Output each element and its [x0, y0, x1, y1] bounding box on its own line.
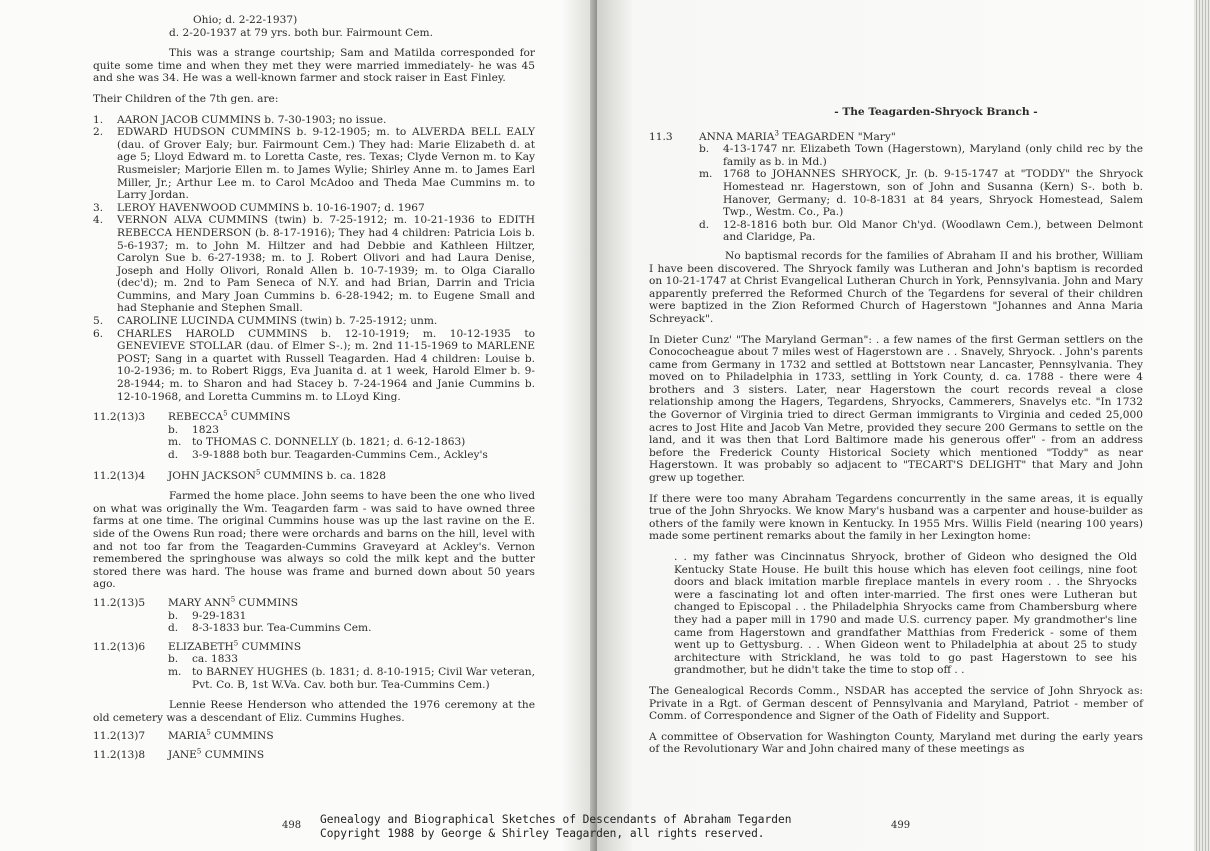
committee-paragraph: A committee of Observation for Washington County, Maryland met during the early years of the Revolutionary War and John chaired many of these meetings as: [649, 730, 1143, 756]
list-item: 1. AARON JACOB CUMMINS b. 7-30-1903; no issue.: [93, 113, 387, 126]
book-footer: [320, 813, 880, 840]
nsdar-paragraph: The Genealogical Records Comm., NSDAR has accepted the service of John Shryock as: Private in a Rgt. of German descent of Pennsylvania and Maryland, Patriot - member of Comm. of Correspondence and Signer of the Oath of Fidelity and Support.: [649, 684, 1143, 723]
maryland-german-paragraph: In Dieter Cunz' "The Maryland German": . a few names of the first German settlers on the Conococheague about 7 miles west of Hagerstown are . . Snavely, Shryock. . John's parents came from Germany in 1732 and settled at Bottstown near Lancaster, Pennsylvania. They moved on to Philadelphia in 1733, settling in York County, d. ca. 1788 - there were 4 brothers and 3 sisters. Later, near Hagerstown the court records reveal a close relationship among the Hagers, Tegardens, Shryocks, Cammerers, Snavelys etc. "In 1732 the Governor of Virginia tried to direct German immigrants to Virginia and ceded 25,000 acres to Jost Hite and Jacob Van Metre, provided they secure 200 Germans to settle on the land, and it was then that Lord Baltimore made his generous offer" - from an address before the Frederick County Historical Society which mentioned "Toddy" as near Hagerstown. It was probably so adjacent to "TECART'S DELIGHT" that Mary and John grew up together.: [649, 333, 1143, 485]
page-number-right: 499: [891, 820, 911, 831]
john-shryocks-paragraph: If there were too many Abraham Tegardens concurrently in the same areas, it is equally true of the John Shryocks. We know Mary's husband was a carpenter and house-builder as others of the family were known in Kentucky. In 1955 Mrs. Willis Field (nearing 100 years) made some pertinent remarks about the family in her Lexington home:: [649, 492, 1143, 543]
field-quote: . . my father was Cincinnatus Shryock, brother of Gideon who designed the Old Kentucky State House. He built this house which has eleven foot ceilings, nine foot doors and black imitation marble fireplace mantels in every room . . the Shryocks were a fascinating lot and often inter-married. The first ones were Lutheran but changed to Episcopal . . the Philadelphia Shryocks came from Chambersburg where they had a paper mill in 1790 and made U.S. currency paper. My grandmother's line came from Hagerstown and grandfather Matthias from Frederick - some of them went up to Gettysburg. . . When Gideon went to Philadelphia at about 25 to study architecture with Strickland, he was told to go past Hagerstown to see his grandmother, but he didn't take the time to stop off . .: [674, 551, 1137, 677]
list-item: 3. LEROY HAVENWOOD CUMMINS b. 10-16-1907; d. 1967: [93, 201, 425, 214]
top-line-1: Ohio; d. 2-22-1937): [193, 14, 298, 26]
top-lines: [169, 14, 535, 39]
page-number-left: 498: [282, 820, 302, 831]
list-item: 2. EDWARD HUDSON CUMMINS b. 9-12-1905; m. to ALVERDA BELL EALY (dau. of Grover Ealy; bur. Fairmount Cem.) They had: Marie Elizabeth d. at age 5; Lloyd Edward m. to Loretta Caste, res. Texas; Clyde Vernon m. to Kay Rusmeisler; Marjorie Ellen m. to James Wylie; Shirley Anne m. to James Earl Miller, Jr.; Arthur Lee m. to Carol McAdoo and Theda Mae Cummins m. to Larry Jordan.: [93, 126, 535, 202]
entry-john-jackson: 11.2(13)4 JOHN JACKSON$^5$ CUMMINS b. ca. 1828: [93, 468, 387, 482]
entry-mary-ann: 11.2(13)5 MARY ANN$^5$ CUMMINS b. 9-29-1831 d. 8-3-1833 bur. Tea-Cummins Cem.: [93, 595, 372, 635]
right-page-text: [649, 106, 1143, 756]
entry-elizabeth: 11.2(13)6 ELIZABETH$^5$ CUMMINS b. ca. 1833 m. to BARNEY HUGHES (b. 1831; d. 8-10-1915; Civil War veteran, Pvt. Co. B, 1st W.Va. Cav. both bur. Tea-Cummins Cem.): [93, 639, 535, 691]
left-page-text: [93, 14, 535, 761]
top-line-2: d. 2-20-1937 at 79 yrs. both bur. Fairmount Cem.: [169, 26, 433, 39]
baptismal-paragraph: No baptismal records for the families of Abraham II and his brother, William I have been discovered. The Shryock family was Lutheran and John's baptism is recorded on 10-21-1747 at Christ Evangelical Lutheran Church in York, Pennsylvania. John and Mary apparently preferred the Reformed Church of the Tegardens for several of their children were baptized in the Zion Reformed Church of Hagerstown "Johannes and Anna Maria Schreyack".: [649, 249, 1143, 325]
entry-maria: 11.2(13)7 MARIA$^5$ CUMMINS: [93, 728, 274, 743]
home-place-paragraph: Farmed the home place. John seems to have been the one who lived on what was originally the Wm. Teagarden farm - was said to have owned three farms at one time. The original Cummins house was up the last ravine on the E. side of the Owens Run road; there were orchards and barns on the hill, level with and not too far from the Teagarden-Cummins Graveyard at Ackley's. Vernon remembered the springhouse was always so cold the milk kept and the butter stored there was hard. The house was frame and burned down about 50 years ago.: [93, 490, 535, 591]
entry-jane: 11.2(13)8 JANE$^5$ CUMMINS: [93, 747, 265, 761]
page-edges: [1194, 0, 1210, 851]
list-item: 6. CHARLES HAROLD CUMMINS b. 12-10-1919; m. 10-12-1935 to GENEVIEVE STOLLAR (dau. of Elmer S-.); m. 2nd 11-15-1969 to MARLENE POST; Sang in a quartet with Russell Teagarden. Had 4 children: Louise b. 10-2-1936; m. to Robert Riggs, Eva Juanita d. at 1 week, Harold Elmer b. 9-28-1944; m. to Sharon and had Stacey b. 7-24-1964 and Janie Cummins b. 12-10-1968, and Loretta Cummins m. to LLoyd King.: [93, 327, 535, 403]
henderson-paragraph: Lennie Reese Henderson who attended the 1976 ceremony at the old cemetery was a descendant of Eliz. Cummins Hughes.: [93, 699, 535, 724]
footer-copyright: Copyright 1988 by George & Shirley Teagarden, all rights reserved.: [320, 826, 765, 840]
courtship-paragraph: This was a strange courtship; Sam and Matilda corresponded for quite some time and when they met they were married immediately- he was 45 and she was 34. He was a well-known farmer and stock raiser in East Finley.: [93, 47, 535, 85]
children-list: [93, 114, 535, 404]
list-item: 5. CAROLINE LUCINDA CUMMINS (twin) b. 7-25-1912; unm.: [93, 315, 438, 328]
entry-anna-maria: 11.3 ANNA MARIA$^3$ TEAGARDEN "Mary" b. 4-13-1747 nr. Elizabeth Town (Hagerstown), Maryland (only child rec by the family as b. in Md.) m. 1768 to JOHANNES SHRYOCK, Jr. (b. 9-15-1747 at "TODDY" the Shryock Homestead nr. Hagerstown, son of John and Susanna (Kern) S-. both b. Hanover, Germany; d. 10-8-1831 at 84 years, Shryock Homestead, Salem Twp., Westm. Co., Pa.) d. 12-8-1816 both bur. Old Manor Ch'yd. (Woodlawn Cem.), between Delmont and Claridge, Pa.: [649, 129, 1143, 244]
list-item: 4. VERNON ALVA CUMMINS (twin) b. 7-25-1912; m. 10-21-1936 to EDITH REBECCA HENDERSON (b. 8-17-1916); They had 4 children: Patricia Lois b. 5-6-1937; m. to John M. Hiltzer and had Debbie and Kathleen Hiltzer, Carolyn Sue b. 6-27-1938; m. to J. Robert Olivori and had Laura Denise, Joseph and Holly Olivori, Ronald Allen b. 10-7-1939; m. to Olga Ciarallo (dec'd); m. 2nd to Pam Seneca of N.Y. and had Brian, Darrin and Tricia Cummins, and Mary Joan Cummins b. 6-28-1942; m. to Eugene Small and had Stephanie and Stephen Small.: [93, 214, 535, 315]
branch-title: - The Teagarden-Shryock Branch -: [834, 106, 1038, 118]
footer-title: Genealogy and Biographical Sketches of Descendants of Abraham Tegarden: [320, 813, 792, 826]
right-page: [597, 0, 1210, 851]
left-page: [0, 0, 597, 851]
entry-rebecca: 11.2(13)3 REBECCA$^5$ CUMMINS b. 1823 m. to THOMAS C. DONNELLY (b. 1821; d. 6-12-1863) d. 3-9-1888 both bur. Teagarden-Cummins Cem., Ackley's: [93, 409, 488, 461]
children-heading: Their Children of the 7th gen. are:: [93, 92, 279, 105]
